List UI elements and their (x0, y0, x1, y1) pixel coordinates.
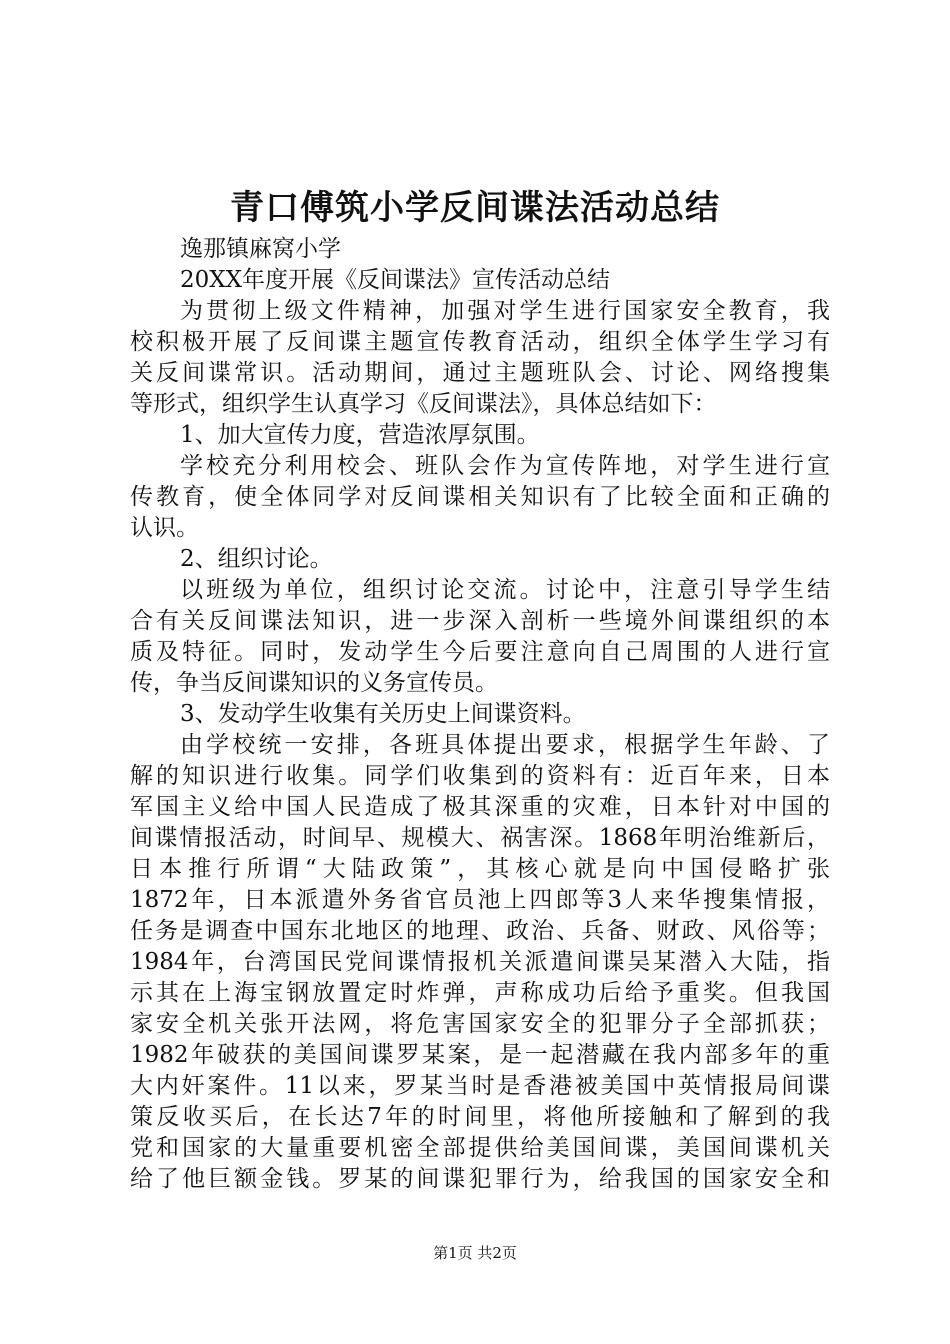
text-line: 间谍情报活动，时间早、规模大、祸害深。1868年明治维新后， (130, 825, 830, 851)
text-line: 大内奸案件。11以来，罗某当时是香港被美国中英情报局间谍 (130, 1073, 830, 1099)
text-line: 校积极开展了反间谍主题宣传教育活动，组织全体学生学习有 (130, 329, 830, 355)
text-line: 认识。 (130, 515, 199, 541)
page-number: 第1页 共2页 (433, 1244, 517, 1262)
text-line: 传教育，使全体同学对反间谍相关知识有了比较全面和正确的 (130, 484, 830, 510)
text-line: 示其在上海宝钢放置定时炸弹，声称成功后给予重奖。但我国 (130, 980, 830, 1006)
text-line: 军国主义给中国人民造成了极其深重的灾难，日本针对中国的 (130, 794, 830, 820)
text-line: 学校充分利用校会、班队会作为宣传阵地，对学生进行宣 (180, 453, 830, 479)
text-line: 1984年，台湾国民党间谍情报机关派遣间谍吴某潜入大陆，指 (130, 949, 830, 975)
text-line: 由学校统一安排，各班具体提出要求，根据学生年龄、了 (180, 732, 830, 758)
text-line: 等形式，组织学生认真学习《反间谍法》，具体总结如下： (130, 391, 717, 417)
text-line: 给了他巨额金钱。罗某的间谍犯罪行为，给我国的国家安全和 (130, 1166, 830, 1192)
text-line: 以班级为单位，组织讨论交流。讨论中，注意引导学生结 (180, 577, 830, 603)
text-line: 任务是调查中国东北地区的地理、政治、兵备、财政、风俗等； (130, 918, 830, 944)
text-line: 2、组织讨论。 (180, 546, 333, 572)
text-line: 策反收买后，在长达7年的时间里，将他所接触和了解到的我 (130, 1104, 830, 1130)
text-line: 1、加大宣传力度，营造浓厚氛围。 (180, 422, 540, 448)
document-title: 青口傅筑小学反间谍法活动总结 (230, 188, 720, 228)
text-line: 逸那镇麻窝小学 (180, 236, 341, 262)
text-line: 关反间谍常识。活动期间，通过主题班队会、讨论、网络搜集 (130, 360, 830, 386)
text-line: 党和国家的大量重要机密全部提供给美国间谍，美国间谍机关 (130, 1135, 830, 1161)
text-line: 20XX年度开展《反间谍法》宣传活动总结 (180, 267, 611, 293)
text-line: 1872年，日本派遣外务省官员池上四郎等3人来华搜集情报， (130, 887, 830, 913)
text-line: 解的知识进行收集。同学们收集到的资料有：近百年来，日本 (130, 763, 830, 789)
text-line: 传，争当反间谍知识的义务宣传员。 (130, 670, 498, 696)
text-line: 质及特征。同时，发动学生今后要注意向自己周围的人进行宣 (130, 639, 830, 665)
text-line: 日本推行所谓“大陆政策”，其核心就是向中国侵略扩张 (130, 856, 830, 882)
text-line: 1982年破获的美国间谍罗某案，是一起潜藏在我内部多年的重 (130, 1042, 830, 1068)
text-line: 为贯彻上级文件精神，加强对学生进行国家安全教育，我 (180, 298, 830, 324)
text-line: 合有关反间谍法知识，进一步深入剖析一些境外间谍组织的本 (130, 608, 830, 634)
document-body (130, 234, 830, 1195)
text-line: 3、发动学生收集有关历史上间谍资料。 (180, 701, 586, 727)
text-line: 家安全机关张开法网，将危害国家安全的犯罪分子全部抓获； (130, 1011, 830, 1037)
